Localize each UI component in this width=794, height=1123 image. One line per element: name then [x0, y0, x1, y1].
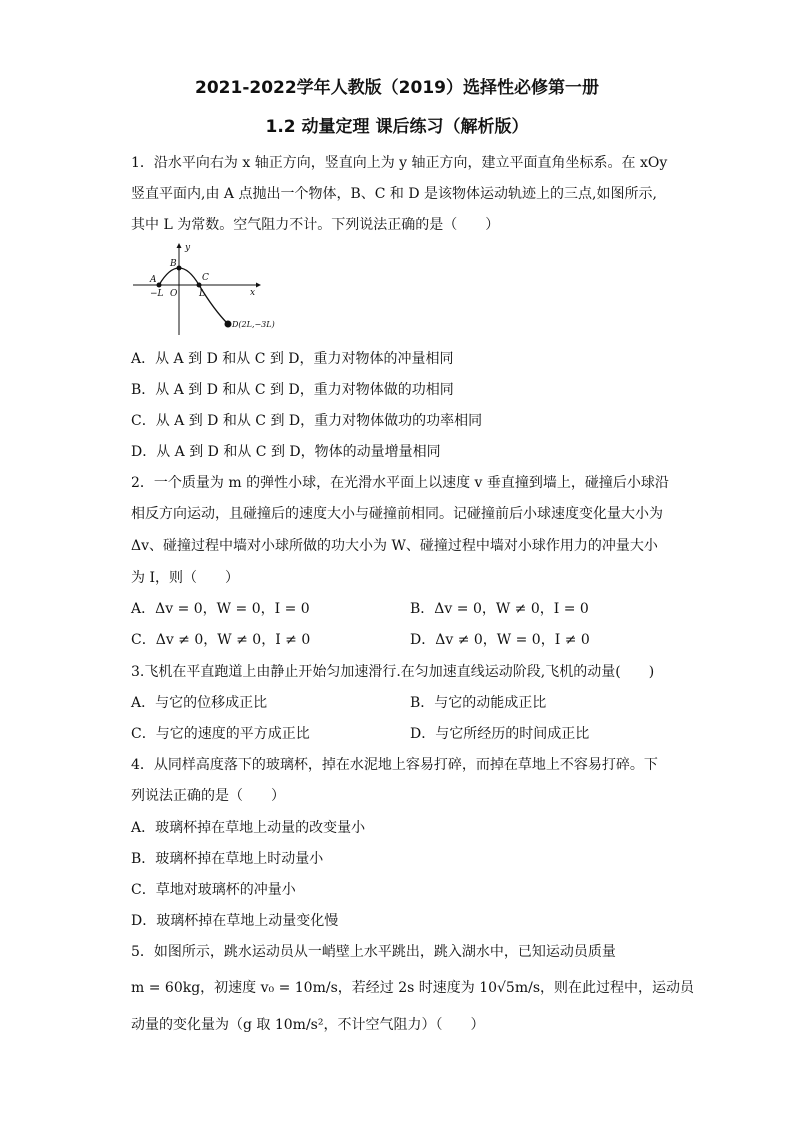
q2-stem-line-2: 相反方向运动，且碰撞后的速度大小与碰撞前相同。记碰撞前后小球速度变化量大小为: [131, 506, 663, 522]
q3-option-a: A．与它的位移成正比: [131, 695, 268, 711]
q1-stem-line-2: 竖直平面内,由 A 点抛出一个物体，B、C 和 D 是该物体运动轨迹上的三点,如图所示,: [131, 186, 657, 202]
q3-option-d: D．与它所经历的时间成正比: [410, 726, 590, 742]
point-d: [225, 321, 232, 328]
q2-option-b: B．Δv = 0，W ≠ 0，I = 0: [410, 601, 589, 617]
label-d: D(2L,−3L): [232, 320, 275, 329]
q1-option-c: C．从 A 到 D 和从 C 到 D，重力对物体做功的功率相同: [131, 413, 483, 429]
q5-stem-line-3: 动量的变化量为（g 取 10m/s²，不计空气阻力）（ ）: [131, 1017, 485, 1033]
label-y: y: [185, 243, 191, 253]
q4-option-b: B．玻璃杯掉在草地上时动量小: [131, 851, 324, 867]
q3-option-c: C．与它的速度的平方成正比: [131, 726, 310, 742]
q1-option-a: A．从 A 到 D 和从 C 到 D，重力对物体的冲量相同: [131, 351, 454, 367]
point-c: [197, 283, 202, 288]
q4-option-c: C．草地对玻璃杯的冲量小: [131, 882, 296, 898]
q5-stem-line-1: 5．如图所示，跳水运动员从一峭壁上水平跳出，跳入湖水中，已知运动员质量: [131, 944, 616, 960]
q2-option-a: A．Δv = 0，W = 0，I = 0: [131, 601, 310, 617]
q4-option-d: D．玻璃杯掉在草地上动量变化慢: [131, 913, 339, 929]
x-axis-arrow: [256, 283, 261, 288]
q4-stem-line-2: 列说法正确的是（ ）: [131, 788, 285, 804]
label-a: A: [150, 275, 157, 285]
q4-option-a: A．玻璃杯掉在草地上动量的改变量小: [131, 820, 366, 836]
q1-option-b: B．从 A 到 D 和从 C 到 D，重力对物体做的功相同: [131, 382, 454, 398]
y-axis-arrow: [177, 243, 182, 248]
point-b: [177, 266, 182, 271]
label-o: O: [170, 289, 178, 299]
q2-option-c: C．Δv ≠ 0，W ≠ 0，I ≠ 0: [131, 632, 311, 648]
q1-trajectory-figure: [130, 238, 275, 338]
label-l: L: [199, 289, 205, 299]
q1-stem-line-3: 其中 L 为常数。空气阻力不计。下列说法正确的是（ ）: [131, 217, 500, 233]
q1-stem-line-1: 1．沿水平向右为 x 轴正方向，竖直向上为 y 轴正方向，建立平面直角坐标系。在 xOy: [131, 155, 668, 171]
q3-stem-line-1: 3.飞机在平直跑道上由静止开始匀加速滑行.在匀加速直线运动阶段,飞机的动量( ): [131, 664, 655, 680]
point-a: [157, 283, 162, 288]
q2-stem-line-1: 2．一个质量为 m 的弹性小球，在光滑水平面上以速度 v 垂直撞到墙上，碰撞后小球沿: [131, 475, 669, 491]
q3-option-b: B．与它的动能成正比: [410, 695, 547, 711]
page-subtitle: 1.2 动量定理 课后练习（解析版）: [265, 117, 529, 137]
label-c: C: [202, 273, 209, 283]
label-neg-l: −L: [150, 289, 164, 299]
q2-stem-line-4: 为 I，则（ ）: [131, 570, 239, 586]
label-b: B: [170, 259, 177, 269]
q2-stem-line-3: Δv、碰撞过程中墙对小球所做的功大小为 W、碰撞过程中墙对小球作用力的冲量大小: [131, 538, 658, 554]
q2-option-d: D．Δv ≠ 0，W = 0，I ≠ 0: [410, 632, 590, 648]
page-title: 2021-2022学年人教版（2019）选择性必修第一册: [195, 78, 599, 98]
q5-stem-line-2: m = 60kg，初速度 v₀ = 10m/s，若经过 2s 时速度为 10√5m/s，则在此过程中，运动员: [131, 980, 695, 996]
q1-option-d: D．从 A 到 D 和从 C 到 D，物体的动量增量相同: [131, 444, 441, 460]
q4-stem-line-1: 4．从同样高度落下的玻璃杯，掉在水泥地上容易打碎，而掉在草地上不容易打碎。下: [131, 757, 658, 773]
label-x: x: [250, 288, 256, 298]
